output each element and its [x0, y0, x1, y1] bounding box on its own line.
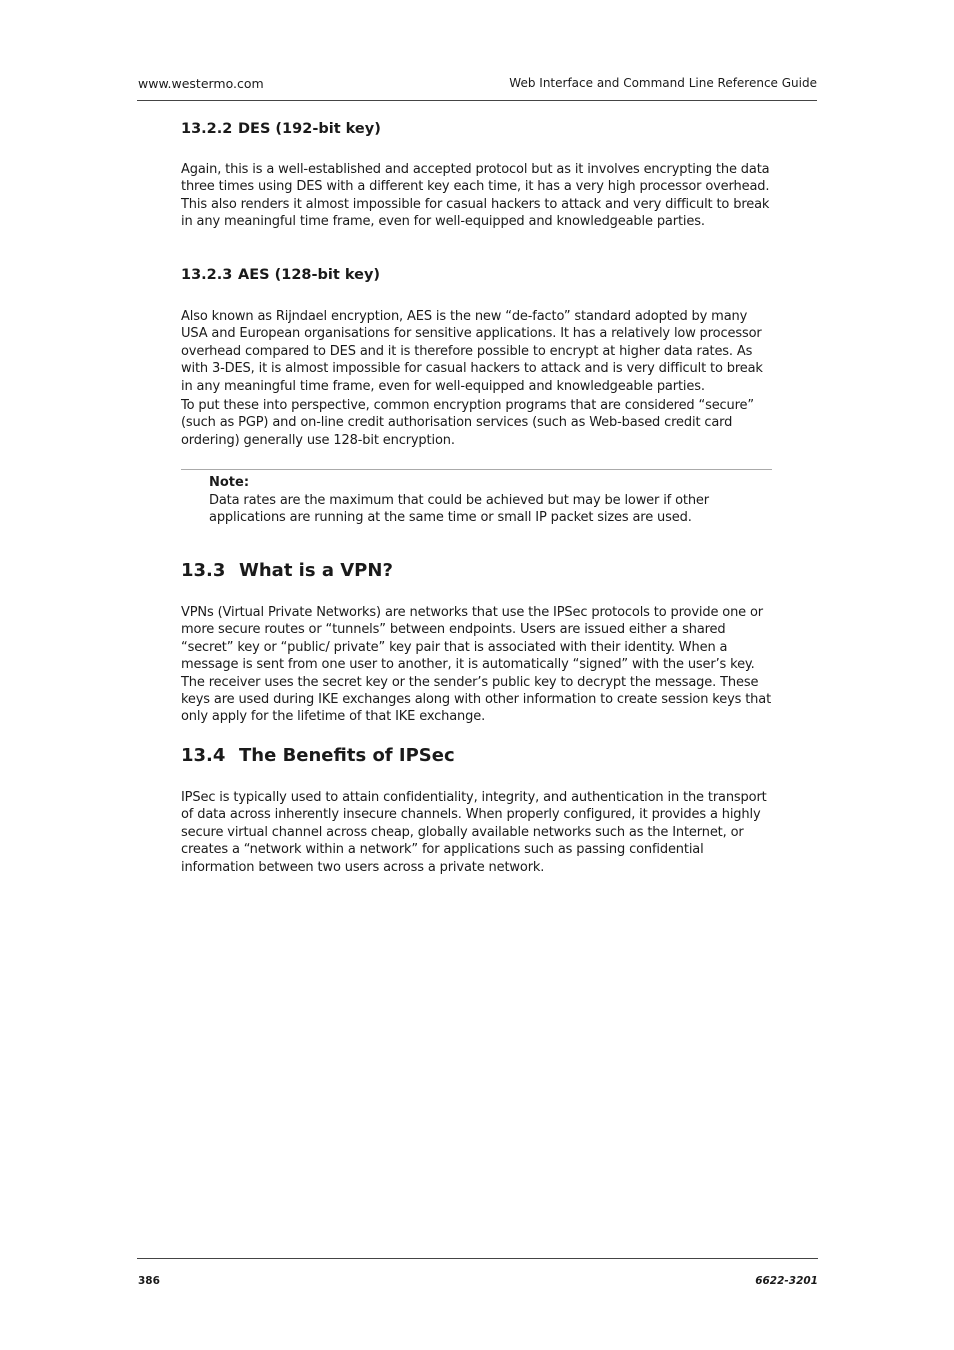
heading-vpn [181, 560, 393, 581]
note-divider [181, 469, 772, 470]
paragraph-aes-1: Also known as Rijndael encryption, AES is the new “de-facto” standard adopted by many USA and European organisations for sensitive applications. It has a relatively low processor overhead compared to DES and it is therefore possible to encrypt at higher data rates. As with 3-DES, it is almost impossible for casual hackers to attack and is very difficult to break in any meaningful time frame, even for well-equipped and knowledgeable parties. [181, 309, 763, 394]
heading-benefits [181, 745, 455, 766]
page-number: 386 [138, 1275, 160, 1287]
heading-des [181, 121, 381, 137]
heading-vpn-number: 13.3 [181, 560, 226, 581]
paragraph-benefits: IPSec is typically used to attain confidentiality, integrity, and authentication in the transport of data across inherently insecure channels. When properly configured, it provides a highly secure virtual channel across cheap, globally available networks such as the Internet, or creates a “network within a network” for applications such as passing confidential information between two users across a private network. [181, 790, 767, 875]
heading-des-title: DES (192-bit key) [238, 121, 381, 137]
heading-aes [181, 267, 380, 283]
heading-des-number: 13.2.2 [181, 121, 233, 137]
note-text: Data rates are the maximum that could be achieved but may be lower if other applications are running at the same time or small IP packet sizes are used. [209, 493, 709, 526]
document-number: 6622-3201 [755, 1275, 818, 1287]
page-header [137, 76, 817, 101]
note-label: Note: [209, 475, 250, 490]
heading-vpn-title: What is a VPN? [239, 560, 393, 581]
paragraph-des: Again, this is a well-established and accepted protocol but as it involves encrypting the data three times using DES with a different key each time, it has a very high processor overhead. This also renders it almost impossible for casual hackers to attack and very difficult to break in any meaningful time frame, even for well-equipped and knowledgeable parties. [181, 162, 770, 230]
website-url[interactable]: www.westermo.com [138, 76, 264, 91]
heading-benefits-number: 13.4 [181, 745, 226, 766]
heading-aes-title: AES (128-bit key) [238, 267, 381, 283]
paragraph-aes-2: To put these into perspective, common encryption programs that are considered “secure” (such as PGP) and on-line credit authorisation services (such as Web-based credit card ordering) generally use 128-bit encryption. [181, 398, 754, 448]
page-footer [137, 1258, 818, 1287]
guide-title: Web Interface and Command Line Reference Guide [509, 76, 817, 90]
paragraph-vpn: VPNs (Virtual Private Networks) are networks that use the IPSec protocols to provide one or more secure routes or “tunnels” between endpoints. Users are issued either a shared “secret” key or “public/ private” key pair that is associated with their identity. When a message is sent from one user to another, it is automatically “signed” with the user’s key. The receiver uses the secret key or the sender’s public key to decrypt the message. These keys are used during IKE exchanges along with other information to create session keys that only apply for the lifetime of that IKE exchange. [181, 605, 772, 725]
heading-benefits-title: The Benefits of IPSec [239, 745, 455, 766]
heading-aes-number: 13.2.3 [181, 267, 233, 283]
